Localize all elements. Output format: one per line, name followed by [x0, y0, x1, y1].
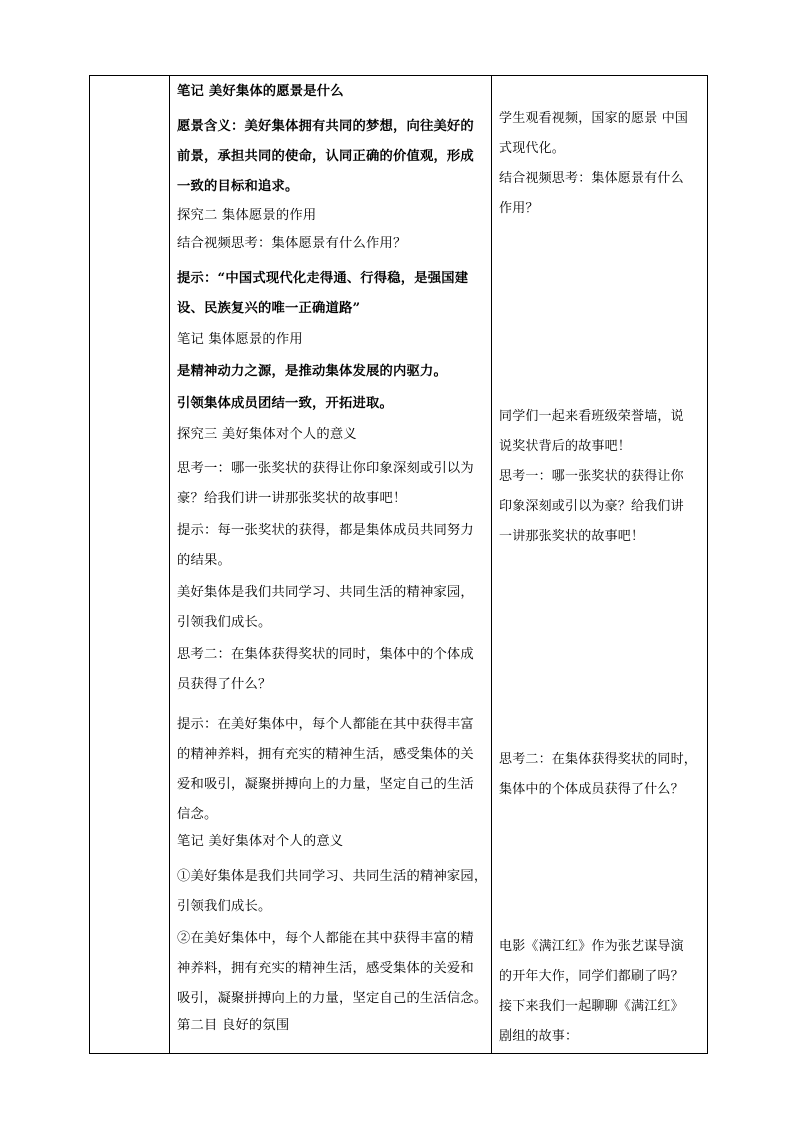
column-divider-right — [491, 76, 492, 1053]
text-line: 接下来我们一起聊聊《满江红》 — [499, 999, 684, 1014]
text-line: 结合视频思考：集体愿景有什么 — [499, 171, 684, 186]
paragraph — [177, 924, 488, 1014]
text-line: 第二目 良好的氛围 — [177, 1018, 290, 1033]
text-line: 引领我们成长。 — [177, 615, 272, 630]
text-line: 的精神养料，拥有充实的精神生活，感受集体的关 — [177, 747, 474, 762]
student-activity-cell-2 — [499, 402, 703, 552]
paragraph — [177, 360, 485, 384]
text-line: 集体中的个体成员获得了什么？ — [499, 782, 684, 797]
column-divider-left — [169, 76, 170, 1053]
text-line: 设、民族复兴的唯一正确道路” — [177, 301, 361, 316]
paragraph — [177, 328, 485, 352]
text-line: 结合视频思考：集体愿景有什么作用？ — [177, 236, 407, 251]
paragraph — [177, 232, 485, 256]
text-line: 员获得了什么？ — [177, 677, 272, 692]
text-line: 神养料，拥有充实的精神生活，感受集体的关爱和 — [177, 961, 474, 976]
text-line: 前景，承担共同的使命，认同正确的价值观，形成 — [177, 149, 474, 164]
text-line: 思考一：哪一张奖状的获得让你 — [499, 469, 684, 484]
text-line: 愿景含义：美好集体拥有共同的梦想，向往美好的 — [177, 119, 474, 134]
text-line: 探究三 美好集体对个人的意义 — [177, 427, 357, 442]
paragraph — [177, 578, 485, 638]
paragraph — [177, 454, 485, 514]
paragraph — [177, 204, 485, 228]
text-line: 探究二 集体愿景的作用 — [177, 208, 317, 223]
text-line: 电影《满江红》作为张艺谋导演 — [499, 939, 684, 954]
text-line: 思考一：哪一张奖状的获得让你印象深刻或引以为 — [177, 461, 474, 476]
text-line: 印象深刻或引以为豪？给我们讲 — [499, 499, 684, 514]
text-line: 剧组的故事： — [499, 1029, 579, 1044]
paragraph — [177, 423, 485, 447]
text-line: 同学们一起来看班级荣誉墙，说 — [499, 409, 684, 424]
paragraph — [177, 640, 485, 700]
text-line: 一致的目标和追求。 — [177, 179, 299, 194]
text-line: 是精神动力之源，是推动集体发展的内驱力。 — [177, 364, 447, 379]
text-line: 提示：在美好集体中，每个人都能在其中获得丰富 — [177, 717, 474, 732]
text-line: ①美好集体是我们共同学习、共同生活的精神家园， — [177, 869, 488, 884]
text-line: 引领集体成员团结一致，开拓进取。 — [177, 396, 393, 411]
paragraph — [177, 862, 488, 922]
paragraph — [177, 710, 485, 830]
text-line: 提示：“中国式现代化走得通、行得稳，是强国建 — [177, 271, 469, 286]
text-line: 爱和吸引，凝聚拼搏向上的力量，坚定自己的生活 — [177, 777, 474, 792]
text-line: 式现代化。 — [499, 141, 566, 156]
text-line: 信念。 — [177, 807, 218, 822]
paragraph — [177, 392, 485, 416]
text-line: 作用？ — [499, 201, 539, 216]
text-line: 一讲那张奖状的故事吧！ — [499, 529, 645, 544]
paragraph — [177, 830, 485, 854]
paragraph — [177, 264, 485, 324]
text-line: 引领我们成长。 — [177, 899, 272, 914]
text-line: 美好集体是我们共同学习、共同生活的精神家园， — [177, 585, 474, 600]
text-line: 的结果。 — [177, 553, 231, 568]
text-line: 思考二：在集体获得奖状的同时，集体中的个体成 — [177, 647, 474, 662]
text-line: 笔记 集体愿景的作用 — [177, 332, 303, 347]
text-line: 的开年大作，同学们都刷了吗？ — [499, 969, 684, 984]
paragraph — [177, 80, 485, 104]
text-line: 豪？给我们讲一讲那张奖状的故事吧！ — [177, 491, 407, 506]
text-line: 笔记 美好集体的愿景是什么 — [177, 84, 344, 99]
text-line: 思考二：在集体获得奖状的同时， — [499, 752, 698, 767]
text-line: 笔记 美好集体对个人的意义 — [177, 834, 344, 849]
lesson-plan-table — [89, 75, 708, 1054]
student-activity-cell-1 — [499, 104, 703, 224]
student-activity-cell-3 — [499, 745, 703, 805]
text-line: 说奖状背后的故事吧！ — [499, 439, 632, 454]
text-line: 学生观看视频，国家的愿景 中国 — [499, 111, 689, 126]
paragraph — [177, 516, 485, 576]
text-line: ②在美好集体中，每个人都能在其中获得丰富的精 — [177, 931, 474, 946]
text-line: 吸引，凝聚拼搏向上的力量，坚定自己的生活信念。 — [177, 991, 488, 1006]
text-line: 提示：每一张奖状的获得，都是集体成员共同努力 — [177, 523, 474, 538]
student-activity-cell-4 — [499, 932, 703, 1052]
paragraph — [177, 112, 485, 202]
paragraph — [177, 1014, 485, 1038]
